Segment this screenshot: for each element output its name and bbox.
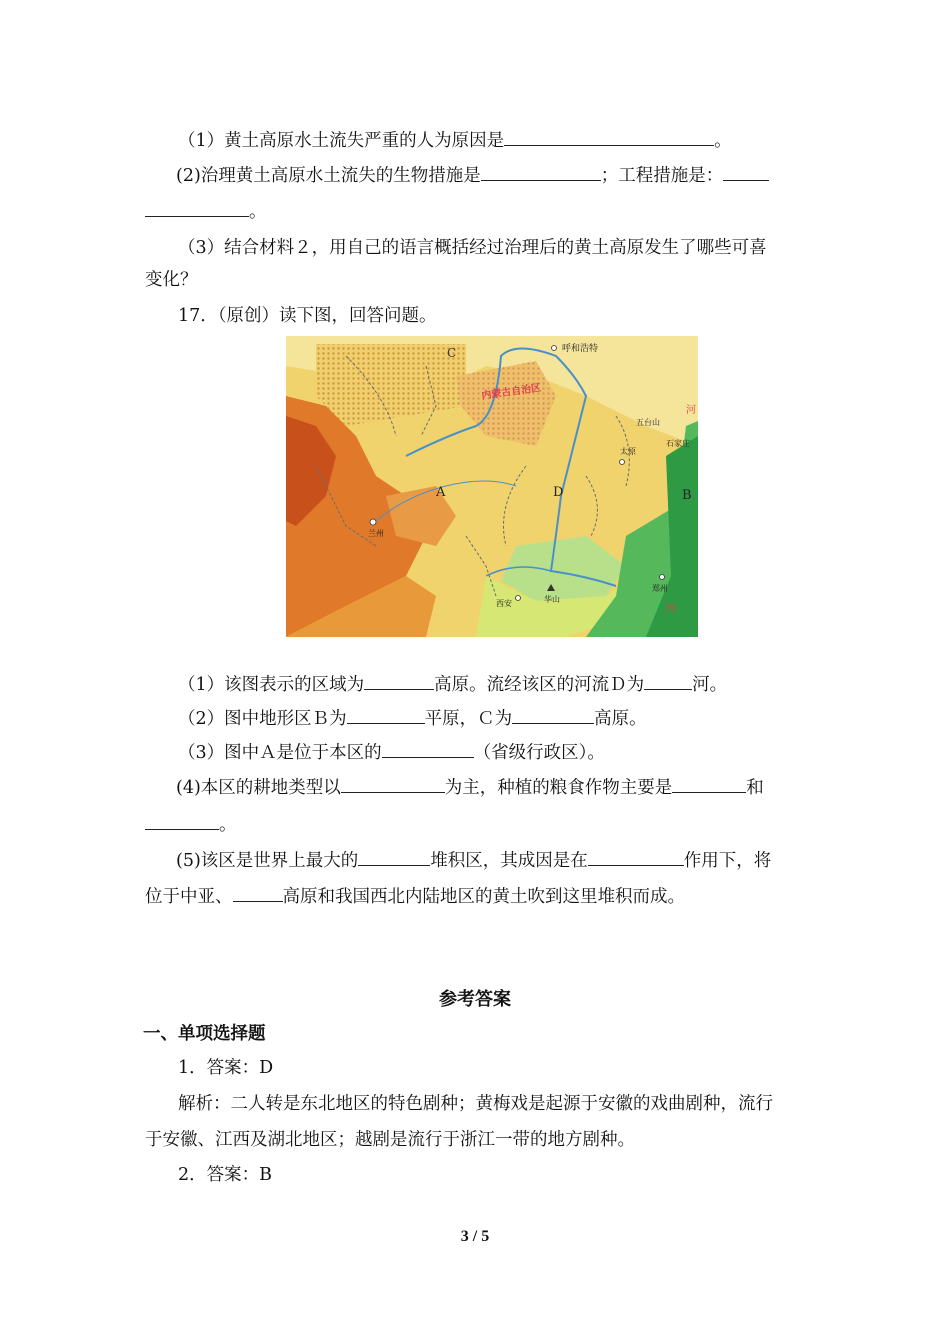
q16-part2-cont: 。 (145, 198, 810, 225)
city-marker (370, 519, 376, 525)
q16-part3: （3）结合材料２，用自己的语言概括经过治理后的黄土高原发生了哪些可喜 (178, 238, 767, 258)
city-marker (620, 460, 625, 465)
page-number: 3 / 5 (460, 1228, 490, 1245)
q17-sub5-cont: 位于中亚、 高原和我国西北内陆地区的黄土吹到这里堆积而成。 (145, 883, 810, 910)
q17-sub4-cont: 。 (145, 811, 810, 838)
label-a: A (436, 485, 446, 500)
answers-heading: 参考答案 (439, 989, 511, 1010)
city-zhengzhou: 郑州 (652, 584, 668, 593)
q17-sub1: （1）该图表示的区域为 高原。流经该区的河流Ｄ为 河。 (178, 671, 843, 698)
place-wutaishan: 五台山 (636, 418, 660, 427)
label-b: B (682, 488, 692, 503)
answer-blank[interactable] (588, 847, 684, 866)
q17-sub2: （2）图中地形区Ｂ为 平原，Ｃ为 高原。 (178, 705, 843, 732)
explanation-line1: 解析：二人转是东北地区的特色剧种；黄梅戏是起源于安徽的戏曲剧种，流行 (178, 1094, 773, 1114)
answer-2: 2．答案：B (178, 1165, 272, 1185)
q16-part3-cont: 变化？ (145, 270, 198, 290)
q16-part2: (2)治理黄土高原水土流失的生物措施是 ；工程措施是： (176, 162, 841, 189)
city-marker (660, 575, 665, 580)
city-xian: 西安 (496, 599, 512, 608)
answer-blank[interactable] (145, 811, 219, 830)
answer-blank[interactable] (382, 739, 474, 758)
loess-plateau-map (286, 336, 698, 637)
answer-blank[interactable] (341, 774, 445, 793)
city-taiyuan: 太原 (620, 447, 636, 456)
q17-sub5: (5)该区是世界上最大的 堆积区，其成因是在 作用下，将 (176, 847, 841, 874)
answer-blank[interactable] (364, 671, 434, 690)
answer-blank[interactable] (347, 705, 425, 724)
answer-blank[interactable] (504, 127, 714, 146)
city-lanzhou: 兰州 (368, 529, 384, 538)
answer-blank[interactable] (644, 671, 692, 690)
river-label-he: 河 (686, 405, 696, 416)
q16-part1: （1）黄土高原水土流失严重的人为原因是 。 (178, 127, 843, 154)
answer-1: 1．答案：D (178, 1058, 274, 1078)
place-huashan: 华山 (544, 595, 560, 604)
section-heading: 一、单项选择题 (143, 1024, 266, 1044)
answer-blank[interactable] (358, 847, 430, 866)
label-c: C (447, 346, 457, 360)
answer-blank[interactable] (672, 774, 746, 793)
city-huhehaote: 呼和浩特 (562, 344, 599, 354)
answer-blank[interactable] (481, 162, 601, 181)
answer-blank[interactable] (512, 705, 594, 724)
answer-blank[interactable] (145, 198, 249, 217)
answer-blank[interactable] (723, 162, 769, 181)
city-marker (552, 346, 557, 351)
answer-blank[interactable] (233, 883, 283, 902)
river-label-he: 河 (666, 604, 676, 615)
explanation-line2: 于安徽、江西及湖北地区；越剧是流行于浙江一带的地方剧种。 (145, 1130, 635, 1150)
city-marker (516, 596, 521, 601)
q17-title: 17．（原创）读下图，回答问题。 (178, 306, 437, 326)
city-shijiazhuang: 石家庄 (666, 439, 690, 448)
q17-sub4: (4)本区的耕地类型以 为主，种植的粮食作物主要是 和 (176, 774, 841, 801)
region-neimenggu: 内蒙古自治区 (480, 382, 542, 402)
q17-sub3: （3）图中Ａ是位于本区的 （省级行政区）。 (178, 739, 843, 766)
label-d: D (553, 485, 564, 500)
